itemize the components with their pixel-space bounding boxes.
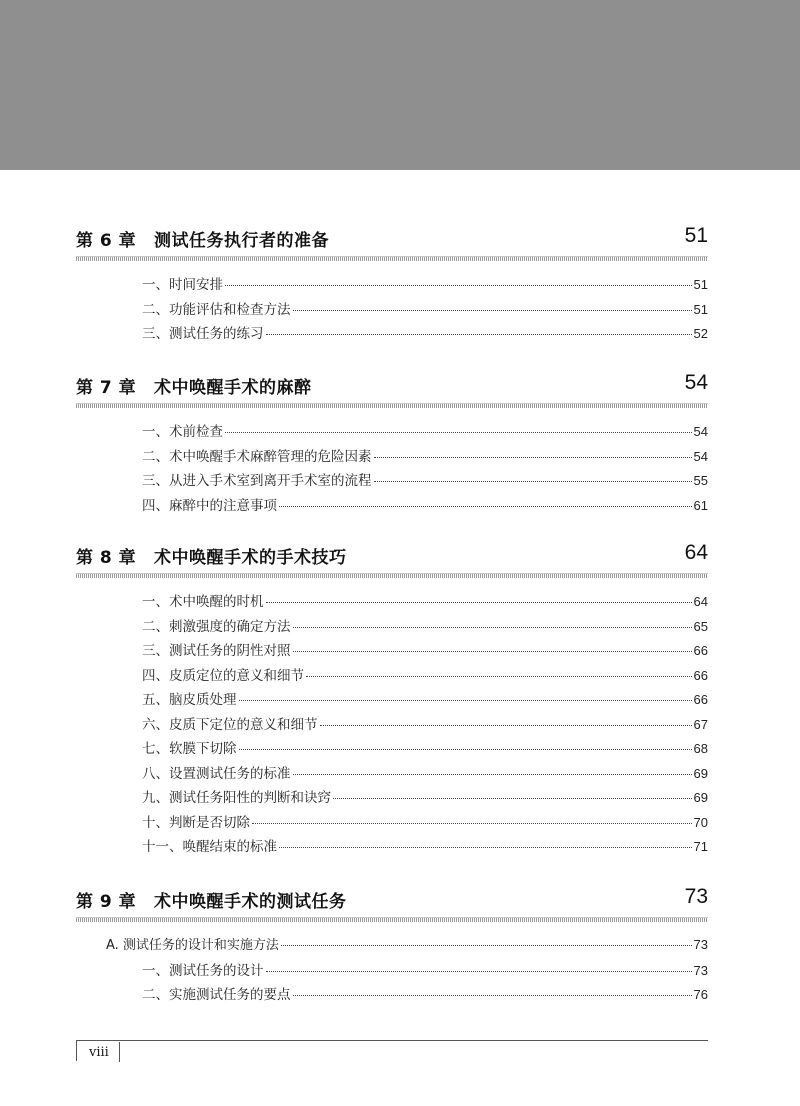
chapter-divider [76,573,708,578]
chapter-heading[interactable] [76,541,708,568]
toc-entry-page: 67 [693,716,708,732]
toc-entry[interactable] [76,322,708,347]
chapter-heading[interactable] [76,371,708,398]
chapter-number: 第 9 章 [76,892,137,912]
toc-entry[interactable] [76,786,708,811]
toc-entry-page: 61 [693,497,708,513]
dot-leader [266,334,692,335]
chapter-heading[interactable] [76,224,708,251]
dot-leader [374,481,692,482]
toc-entry-page: 71 [693,839,708,854]
toc-section-entry[interactable] [76,934,708,959]
toc-entry-label: 四、皮质定位的意义和细节 [142,667,304,684]
dot-leader [281,945,692,946]
dot-leader [252,823,692,824]
toc-entry-label: 一、术中唤醒的时机 [142,594,264,610]
toc-entry-page: 66 [693,692,708,707]
toc-entry-page: 70 [693,814,708,830]
toc-entry[interactable] [76,273,708,298]
dot-leader [225,432,692,433]
toc-entry-label: 五、脑皮质处理 [142,692,237,708]
chapter-divider [76,403,708,408]
toc-entry[interactable] [76,445,708,470]
chapter-page-number: 54 [684,371,708,394]
toc-entry-label: 二、功能评估和检查方法 [142,301,291,318]
dot-leader [293,310,692,311]
toc-entry[interactable] [76,639,708,664]
toc-entry[interactable] [76,494,708,519]
toc-entry-label: 一、测试任务的设计 [142,962,264,979]
dot-leader [293,774,692,775]
toc-entry-label: 二、刺激强度的确定方法 [142,618,291,635]
toc-entry-page: 51 [693,301,708,317]
toc-entry-page: 69 [693,790,708,805]
toc-entry[interactable] [76,811,708,836]
toc-entry-label: 一、术前检查 [142,424,223,440]
toc-entry-page: 52 [693,326,708,341]
toc-entry[interactable] [76,590,708,615]
toc-entry-page: 66 [693,643,708,658]
toc-entry-page: 69 [693,765,708,781]
chapter-page-number: 51 [684,224,708,247]
toc-entry-label: 七、软膜下切除 [142,741,237,757]
dot-leader [306,676,692,677]
toc-entry-label: 一、时间安排 [142,277,223,293]
dot-leader [293,651,692,652]
toc-entry[interactable] [76,737,708,762]
dot-leader [279,506,692,507]
footer-page-box [76,1041,120,1061]
toc-entry-page: 76 [693,987,708,1002]
dot-leader [333,798,692,799]
toc-entry-page: 54 [693,424,708,439]
dot-leader [279,847,692,848]
dot-leader [320,725,692,726]
dot-leader [266,602,692,603]
chapter-8 [76,543,708,860]
dot-leader [239,749,692,750]
dot-leader [239,700,692,701]
toc-entry[interactable] [76,959,708,984]
toc-entry-label: 三、从进入手术室到离开手术室的流程 [142,473,372,489]
dot-leader [374,457,692,458]
toc-entry-label: 二、实施测试任务的要点 [142,987,291,1003]
chapter-page-number: 73 [684,885,708,908]
header-band [0,0,800,170]
toc-entry-label: 四、麻醉中的注意事项 [142,497,277,514]
toc-entry[interactable] [76,688,708,713]
toc-entry[interactable] [76,983,708,1008]
toc-entry-page: 73 [693,937,708,952]
chapter-6 [76,226,708,347]
toc-entry-page: 54 [693,448,708,464]
toc-entry-label: 三、测试任务的阴性对照 [142,643,291,659]
toc-entry-page: 73 [693,962,708,978]
toc-entry-page: 65 [693,618,708,634]
toc-entry-label: 九、测试任务阳性的判断和诀窍 [142,790,331,806]
chapter-title: 术中唤醒手术的测试任务 [154,892,347,912]
toc-entry-page: 51 [693,277,708,292]
chapter-title: 术中唤醒手术的手术技巧 [154,548,347,568]
chapter-divider [76,256,708,261]
toc-entry-label: 八、设置测试任务的标准 [142,765,291,782]
chapter-9 [76,887,708,1008]
toc-entry[interactable] [76,469,708,494]
toc-entry[interactable] [76,713,708,738]
dot-leader [266,971,692,972]
chapter-number: 第 8 章 [76,548,137,568]
chapter-title: 术中唤醒手术的麻醉 [154,378,312,398]
toc-entry-label: 二、术中唤醒手术麻醉管理的危险因素 [142,448,372,465]
dot-leader [225,285,692,286]
chapter-divider [76,917,708,922]
dot-leader [293,995,692,996]
toc-entry-label: 三、测试任务的练习 [142,326,264,342]
chapter-page-number: 64 [684,541,708,564]
toc-entry-label: 十、判断是否切除 [142,814,250,831]
footer-page-number: viii [77,1042,120,1062]
chapter-title: 测试任务执行者的准备 [154,231,329,251]
chapter-7 [76,373,708,518]
chapter-number: 第 6 章 [76,231,137,251]
toc-entry[interactable] [76,835,708,860]
toc-entry-label: 六、皮质下定位的意义和细节 [142,716,318,733]
chapter-number: 第 7 章 [76,378,137,398]
toc-entry-page: 55 [693,473,708,488]
toc-section-label: A. 测试任务的设计和实施方法 [106,938,279,953]
toc-entry-label: 十一、唤醒结束的标准 [142,839,277,855]
toc-entry-page: 64 [693,594,708,609]
toc-entry-page: 66 [693,667,708,683]
dot-leader [293,627,692,628]
toc-entry-page: 68 [693,741,708,756]
chapter-heading[interactable] [76,885,708,912]
toc-entry[interactable] [76,762,708,787]
toc-entry[interactable] [76,664,708,689]
toc-entry[interactable] [76,615,708,640]
toc-entry[interactable] [76,298,708,323]
toc-entry[interactable] [76,420,708,445]
footer-rule [76,1040,708,1041]
